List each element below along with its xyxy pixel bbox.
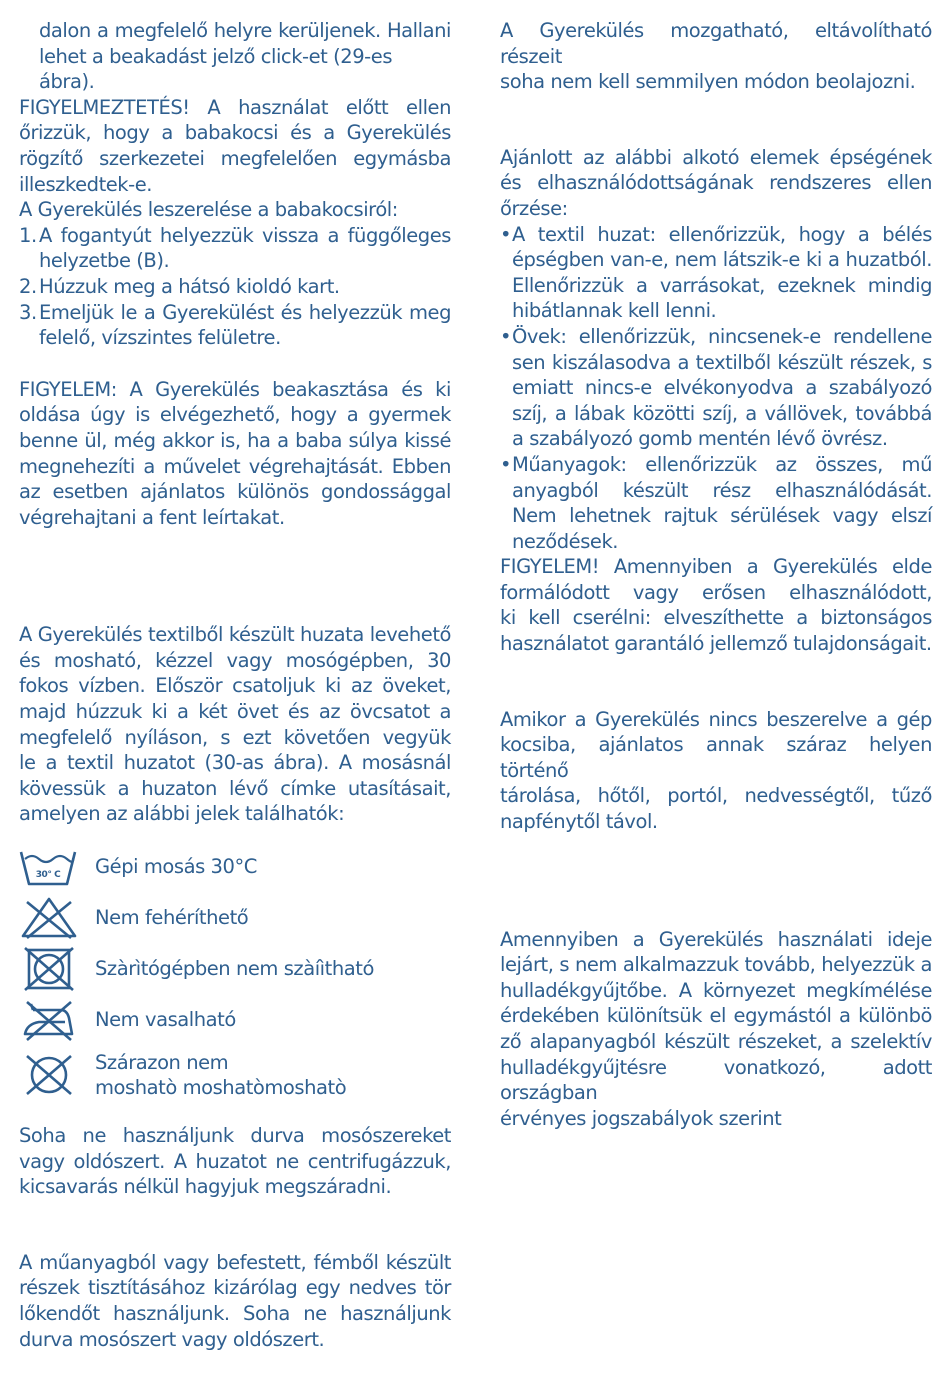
text-line: tárolása, hőtől, portól, nedvességtől, tűző [500, 784, 932, 808]
text-line: emiatt nincs-e elvékonyodva a szabályozó [512, 376, 932, 400]
text-line: az esetben ajánlatos különös gondossággal [19, 480, 451, 504]
bullet-mark: • [500, 324, 512, 348]
paragraph-washing [19, 622, 451, 827]
list-number: 3. [19, 300, 37, 324]
text-line: érvényes jogszabályok szerint [500, 1106, 782, 1130]
text-line: A Gyerekülés textilből készült huzata levehető [19, 623, 451, 647]
no-tumble-dry-icon [19, 946, 95, 992]
text-line: A fogantyút helyezzük vissza a függőleges [39, 223, 451, 247]
text-line: A Gyerekülés mozgatható, eltávolítható részeit [500, 19, 932, 68]
text-line: FIGYELMEZTETÉS! A használat előtt ellen [19, 95, 451, 119]
text-line: szíj, a lábak közötti szíj, a vállövek, továbbá [512, 401, 932, 425]
text-line: soha nem kell semmilyen módon beolajozni. [500, 70, 916, 94]
right-column [500, 18, 932, 1131]
list-item [19, 300, 451, 351]
bullet-mark: • [500, 452, 512, 476]
text-line: Emeljük le a Gyerekülést és helyezzük meg [39, 300, 451, 324]
paragraph-plastic-cleaning [19, 1250, 451, 1352]
care-symbol-row [19, 841, 451, 892]
text-line: A műanyagból vagy befestett, fémből készült [19, 1250, 451, 1274]
care-label: moshatò moshatòmoshatò [95, 1076, 347, 1100]
paragraph-storage [500, 707, 932, 835]
list-number: 1. [19, 223, 37, 247]
text-line: Nem lehetnek rajtuk sérülések vagy elszí [512, 504, 932, 528]
text-line: és elhasználódottságának rendszeres ellen [500, 171, 932, 195]
text-line: felelő, vízszintes felületre. [39, 326, 281, 350]
text-line: Amennyiben a Gyerekülés használati ideje [500, 927, 932, 951]
text-line: kicsavarás nélkül hagyjuk megszáradni. [19, 1175, 392, 1199]
care-label: Nem vasalható [95, 1008, 236, 1032]
care-symbol-row [19, 1045, 451, 1105]
wash-temperature-label: 30° C [35, 869, 61, 880]
text-line: fokos vízben. Először csatoljuk ki az öveket, [19, 674, 451, 698]
paragraph-deformation-warning [500, 554, 932, 656]
text-line: benne ül, még akkor is, ha a baba súlya kissé [19, 428, 451, 452]
paragraph-attachment-warning [19, 95, 451, 197]
list-item [19, 274, 451, 300]
care-label: Gépi mosás 30°C [95, 855, 257, 879]
text-line: végrehajtani a fent leírtakat. [19, 505, 285, 529]
text-line: rögzítő szerkezetei megfelelően egymásba [19, 146, 451, 170]
check-bullet-list [500, 222, 932, 555]
text-line: részek tisztításához kizárólag egy nedves tör [19, 1276, 451, 1300]
text-line: őrzése: [500, 196, 568, 220]
text-line: ző alapanyagból készült részeket, a szelektív [500, 1030, 932, 1053]
text-line: kocsiba, ajánlatos annak száraz helyen történő [500, 733, 932, 782]
text-line: lehet a beakadást jelző click-et (29-es ábra). [39, 44, 393, 94]
text-line: és mosható, kézzel vagy mosógépben, 30 [19, 648, 451, 672]
text-line: épségben van-e, nem látszik-e ki a huzatból. [512, 248, 932, 272]
text-line: a szabályozó gomb mentén lévő övrész. [512, 427, 888, 451]
text-line: formálódott vagy erősen elhasználódott, [500, 580, 932, 604]
no-dry-clean-icon [19, 1053, 95, 1097]
text-line: Húzzuk meg a hátsó kioldó kart. [39, 274, 340, 298]
list-number: 2. [19, 274, 37, 298]
care-symbol-row [19, 943, 451, 994]
text-line: vagy oldószert. A huzatot ne centrifugázzuk, [19, 1149, 451, 1173]
text-line: sen kiszálasodva a textilből készült részek, s [512, 350, 932, 374]
care-symbol-row [19, 892, 451, 943]
text-line: hulladékgyűjtésre vonatkozó, adott országban [500, 1055, 932, 1105]
text-line: érdekében különítsük el egymástól a különbö [500, 1004, 932, 1028]
text-line: lőkendőt használjunk. Soha ne használjunk [19, 1302, 451, 1325]
list-item [500, 452, 932, 554]
bullet-mark: • [500, 222, 512, 246]
text-line: hibátlannak kell lenni. [512, 299, 717, 323]
text-line: amelyen az alábbi jelek találhatók: [19, 802, 345, 826]
text-line: Övek: ellenőrizzük, nincsenek-e rendellene [512, 324, 932, 348]
care-label: Szàrìtógépben nem szàíìtható [95, 957, 374, 981]
text-line: napfénytől távol. [500, 810, 658, 834]
paragraph-click-sound [19, 18, 451, 95]
no-iron-icon [19, 998, 95, 1042]
list-item [500, 222, 932, 324]
text-line: Ajánlott az alábbi alkotó elemek épségének [500, 145, 932, 169]
text-line: A textil huzat: ellenőrizzük, hogy a bélés [512, 222, 932, 246]
care-symbol-row [19, 994, 451, 1045]
removal-steps-list [19, 223, 451, 351]
wash-30-icon [19, 847, 95, 887]
text-line: le a textil huzatot (30-as ábra). A mosásnál [19, 751, 451, 775]
paragraph-lubrication [500, 18, 932, 95]
text-line: durva mosószert vagy oldószert. [19, 1327, 325, 1351]
text-line: helyzetbe (B). [39, 249, 170, 273]
text-line: kövessük a huzaton lévő címke utasításait, [19, 776, 451, 800]
text-line: dalon a megfelelő helyre kerüljenek. Hallani [39, 19, 451, 42]
text-line: neződések. [512, 529, 619, 553]
text-line: megfelelő nyíláson, s ezt követően vegyük [19, 725, 451, 749]
text-line: hulladékgyűjtőbe. A környezet megkímélése [500, 978, 932, 1002]
text-line: illeszkedtek-e. [19, 172, 153, 196]
care-symbols-list [19, 841, 451, 1105]
text-line: lejárt, s nem alkalmazzuk tovább, helyezzük a [500, 953, 932, 977]
text-line: Soha ne használjunk durva mosószereket [19, 1124, 451, 1148]
text-line: FIGYELEM: A Gyerekülés beakasztása és ki [19, 377, 451, 401]
paragraph-disposal [500, 927, 932, 1132]
paragraph-hooking-warning [19, 377, 451, 531]
text-line: oldása úgy is elvégezhető, hogy a gyermek [19, 403, 451, 427]
list-item [500, 324, 932, 452]
text-line: Műanyagok: ellenőrizzük az összes, mű [512, 452, 932, 476]
text-line: majd húzzuk ki a két övet és az övcsatot a [19, 700, 451, 724]
paragraph-check-intro [500, 145, 932, 222]
list-item [19, 223, 451, 274]
removal-title: A Gyerekülés leszerelése a babakocsiról: [19, 198, 398, 222]
text-line: használatot garantáló jellemző tulajdonságait. [500, 632, 932, 656]
left-column [19, 18, 451, 1352]
text-line: Ellenőrizzük a varrásokat, ezeknek mindig [512, 273, 932, 297]
care-label: Szárazon nem [95, 1051, 229, 1075]
text-line: őrizzük, hogy a babakocsi és a Gyerekülés [19, 121, 451, 145]
no-bleach-icon [19, 896, 95, 940]
text-line: Amikor a Gyerekülés nincs beszerelve a gép [500, 707, 932, 731]
text-line: ki kell cserélni: elveszíthette a biztonságos [500, 606, 932, 630]
text-line: megnehezíti a művelet végrehajtását. Ebben [19, 454, 451, 478]
text-line: anyagból készült rész elhasználódását. [512, 478, 932, 502]
care-label: Nem fehéríthető [95, 906, 249, 930]
paragraph-detergent [19, 1123, 451, 1200]
text-line: FIGYELEM! Amennyiben a Gyerekülés elde [500, 555, 932, 579]
